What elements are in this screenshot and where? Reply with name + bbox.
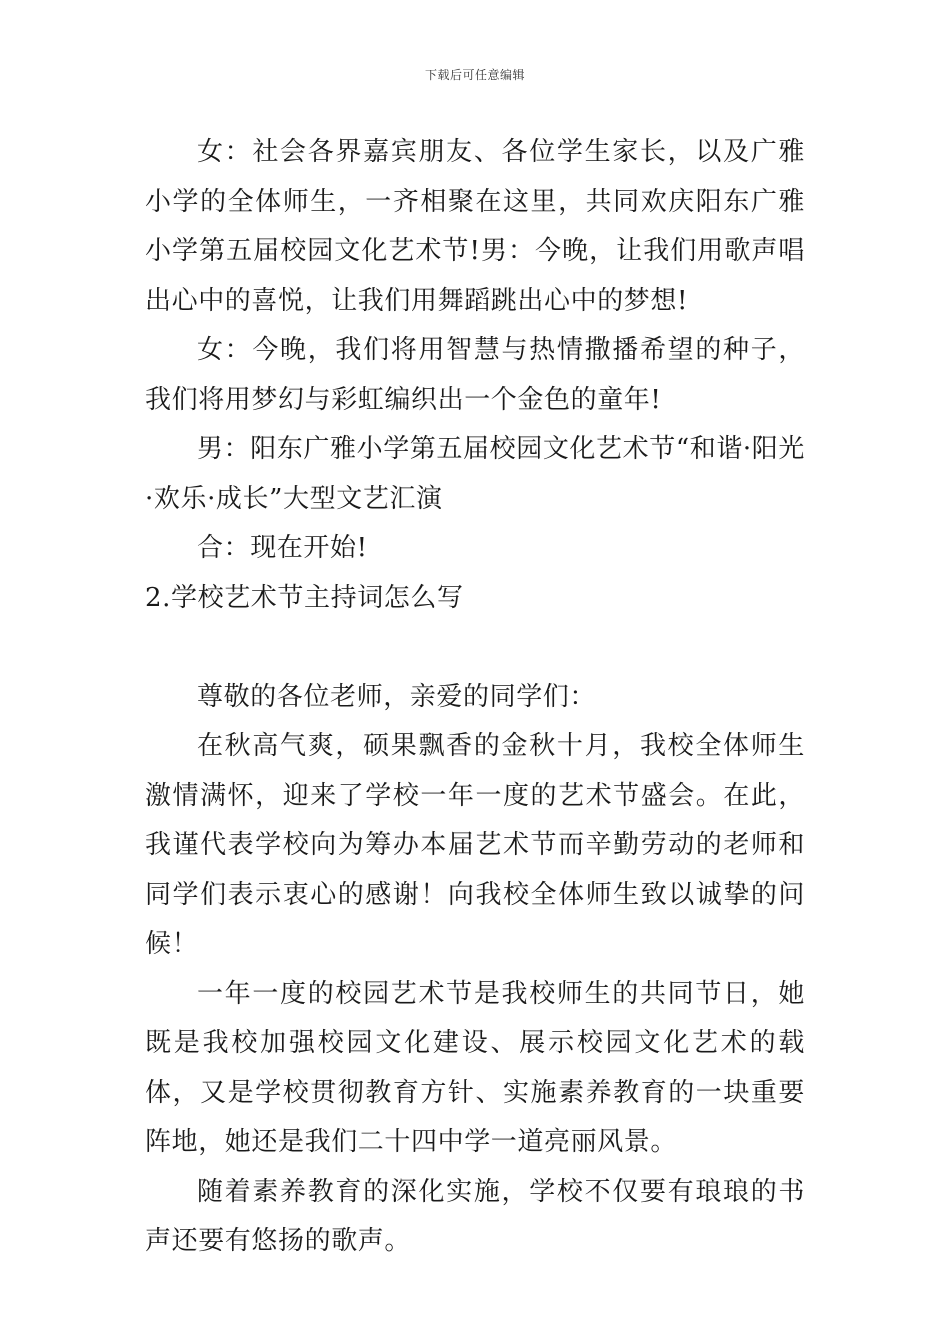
- paragraph-autumn-festival: 在秋高气爽，硕果飘香的金秋十月，我校全体师生激情满怀，迎来了学校一年一度的艺术节盛会。在此，我谨代表学校向为筹办本届艺术节而辛勤劳动的老师和同学们表示衷心的感谢！向我校全体师生致以诚挚的问候！: [145, 731, 805, 959]
- paragraph-female-host-tonight: 女：今晚，我们将用智慧与热情撒播希望的种子，我们将用梦幻与彩虹编织出一个金色的童年!: [145, 335, 805, 415]
- paragraph-male-host-event-title: 男：阳东广雅小学第五届校园文化艺术节“和谐·阳光·欢乐·成长”大型文艺汇演: [145, 434, 805, 514]
- paragraph-greeting: 尊敬的各位老师，亲爱的同学们：: [197, 681, 597, 712]
- header-note: 下载后可任意编辑: [424, 68, 525, 82]
- document-body: [145, 128, 805, 1267]
- paragraph-together-start: 合：现在开始!: [197, 533, 368, 563]
- paragraph-female-host-opening: 女：社会各界嘉宾朋友、各位学生家长，以及广雅小学的全体师生，一齐相聚在这里，共同欢庆阳东广雅小学第五届校园文化艺术节!男：今晚，让我们用歌声唱出心中的喜悦，让我们用舞蹈跳出心中的梦想!: [145, 137, 805, 316]
- paragraph-annual-festival: 一年一度的校园艺术节是我校师生的共同节日，她既是我校加强校园文化建设、展示校园文化艺术的载体，又是学校贯彻教育方针、实施素养教育的一块重要阵地，她还是我们二十四中学一道亮丽风景。: [145, 978, 805, 1157]
- blank-line: [145, 623, 805, 673]
- section-heading-2: 2.学校艺术节主持词怎么写: [145, 582, 464, 613]
- paragraph-quality-education: 随着素养教育的深化实施，学校不仅要有琅琅的书声还要有悠扬的歌声。: [145, 1176, 805, 1256]
